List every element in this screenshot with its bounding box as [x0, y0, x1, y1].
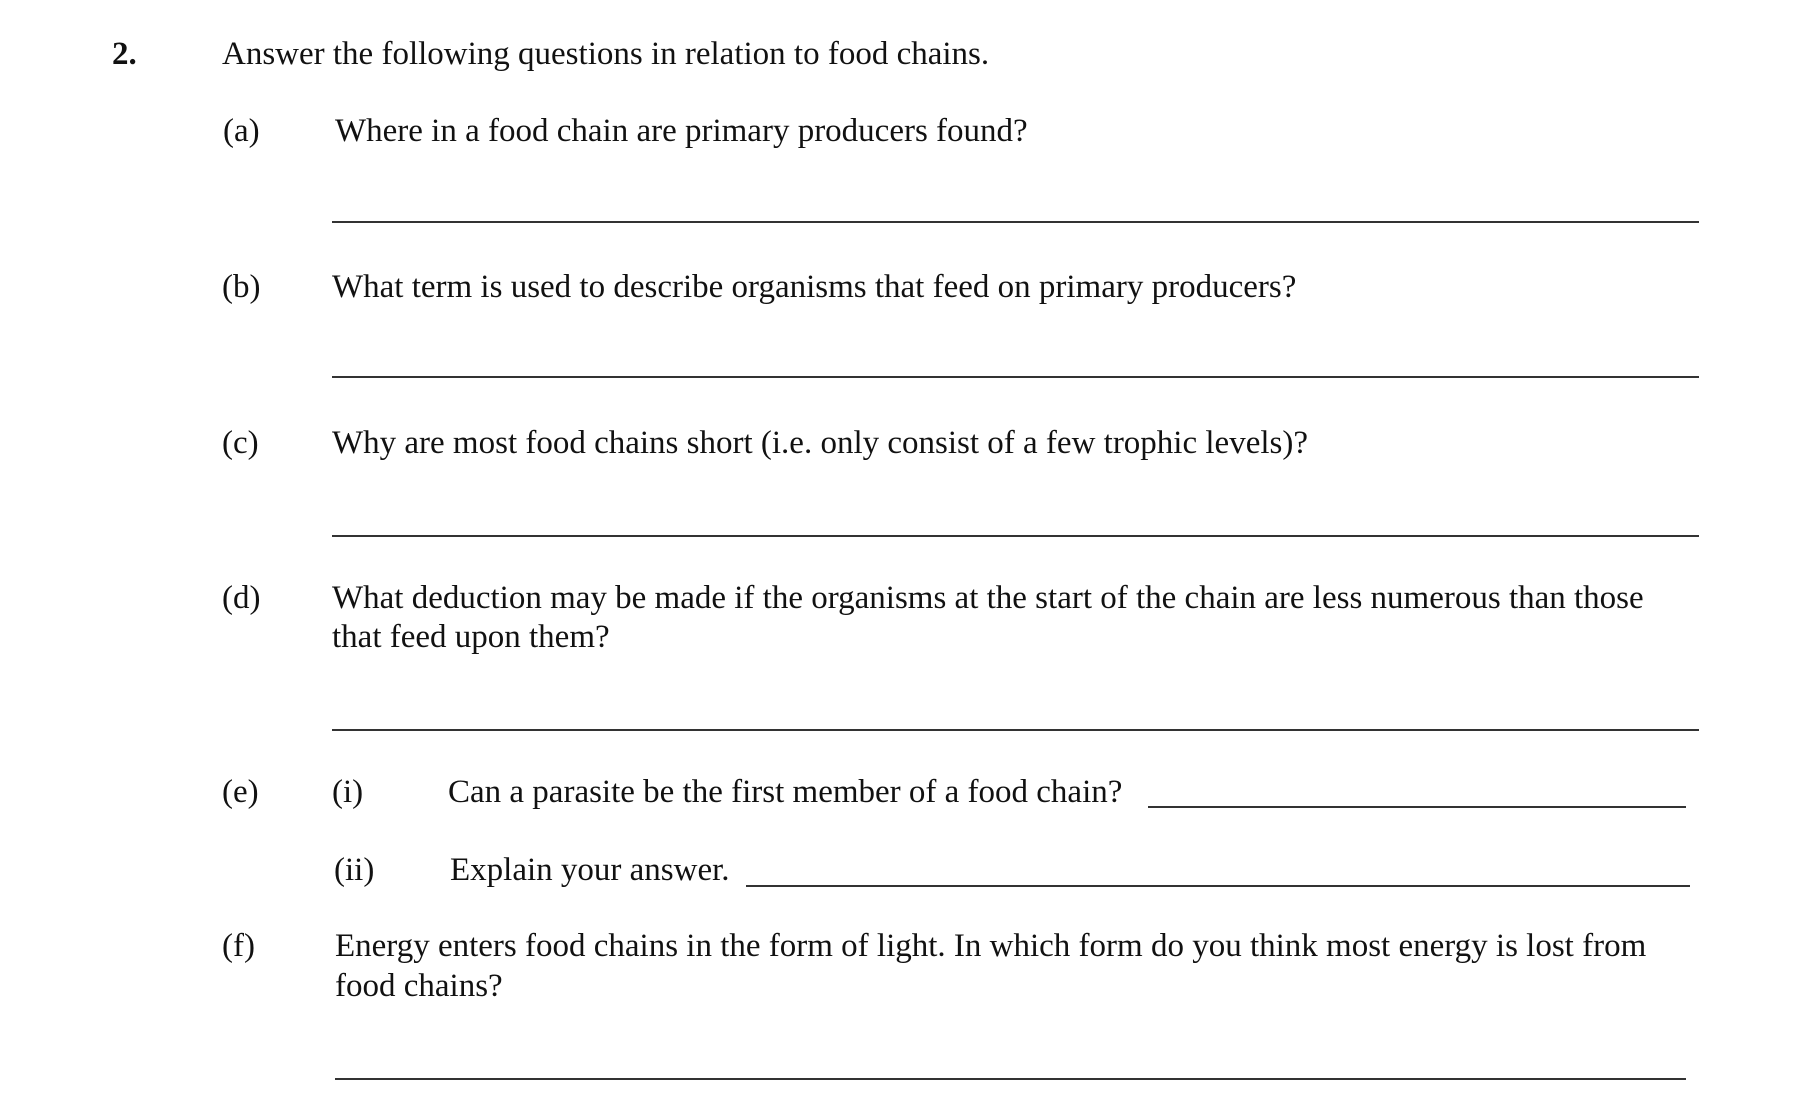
part-c-text: Why are most food chains short (i.e. only consist of a few trophic levels)?	[332, 425, 1308, 461]
part-d-text-line1: What deduction may be made if the organisms at the start of the chain are less numerous than those	[332, 580, 1644, 616]
part-d-text-line2: that feed upon them?	[332, 619, 610, 655]
part-c-answer-line[interactable]	[332, 535, 1699, 537]
question-number: 2.	[112, 36, 137, 72]
part-f-text-line1: Energy enters food chains in the form of light. In which form do you think most energy is lost from	[335, 928, 1647, 964]
part-e-ii-label: (ii)	[334, 852, 375, 888]
part-b-label: (b)	[222, 269, 261, 305]
part-d-answer-line[interactable]	[332, 729, 1699, 731]
part-a-text: Where in a food chain are primary producers found?	[335, 113, 1028, 149]
part-e-i-answer-line[interactable]	[1148, 806, 1686, 808]
part-f-label: (f)	[222, 928, 255, 964]
part-f-text-line2: food chains?	[335, 968, 503, 1004]
part-f-answer-line[interactable]	[335, 1078, 1686, 1080]
part-e-label: (e)	[222, 774, 259, 810]
part-e-i-label: (i)	[332, 774, 364, 810]
part-b-text: What term is used to describe organisms that feed on primary producers?	[332, 269, 1297, 305]
question-stem: Answer the following questions in relation to food chains.	[222, 36, 990, 72]
part-d-label: (d)	[222, 580, 261, 616]
part-e-ii-answer-line[interactable]	[746, 885, 1690, 887]
part-e-ii-text: Explain your answer.	[450, 852, 730, 888]
part-a-answer-line[interactable]	[332, 221, 1699, 223]
part-e-i-text: Can a parasite be the first member of a food chain?	[448, 774, 1123, 810]
part-c-label: (c)	[222, 425, 259, 461]
part-b-answer-line[interactable]	[332, 376, 1699, 378]
part-a-label: (a)	[223, 113, 260, 149]
